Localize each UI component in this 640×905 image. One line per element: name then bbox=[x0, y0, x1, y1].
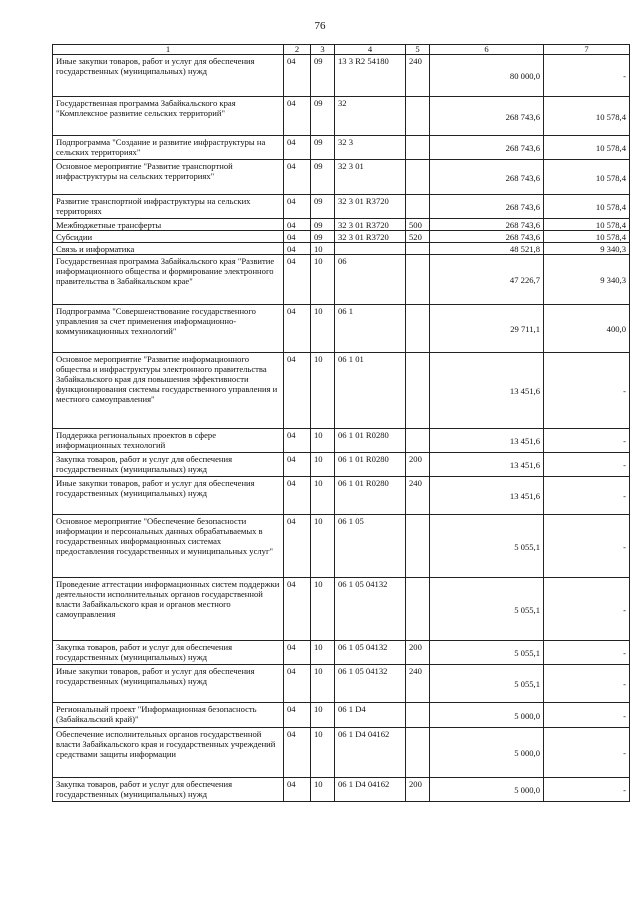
row-amount-total: 268 743,6 bbox=[430, 195, 544, 219]
column-header-6: 6 bbox=[430, 45, 544, 55]
row-target-article: 06 1 01 R0280 bbox=[335, 453, 406, 477]
row-name: Иные закупки товаров, работ и услуг для обеспечения государственных (муниципальных) нужд bbox=[53, 477, 284, 515]
row-expense-type bbox=[406, 515, 430, 578]
row-amount-federal: - bbox=[544, 477, 630, 515]
row-name: Обеспечение исполнительных органов государственной власти Забайкальского края и государственных учреждений средствами защиты информации bbox=[53, 728, 284, 778]
row-subsection: 09 bbox=[311, 195, 335, 219]
row-target-article: 06 1 01 R0280 bbox=[335, 477, 406, 515]
row-amount-total: 29 711,1 bbox=[430, 305, 544, 353]
table-row bbox=[53, 55, 630, 97]
column-header-3: 3 bbox=[311, 45, 335, 55]
row-target-article: 06 1 05 04132 bbox=[335, 665, 406, 703]
row-amount-federal: - bbox=[544, 728, 630, 778]
row-amount-federal: 10 578,4 bbox=[544, 97, 630, 136]
row-section: 04 bbox=[284, 219, 311, 231]
row-section: 04 bbox=[284, 778, 311, 802]
row-expense-type: 500 bbox=[406, 219, 430, 231]
row-section: 04 bbox=[284, 255, 311, 305]
row-target-article: 13 3 R2 54180 bbox=[335, 55, 406, 97]
row-amount-federal: - bbox=[544, 429, 630, 453]
row-name: Государственная программа Забайкальского края "Комплексное развитие сельских территорий" bbox=[53, 97, 284, 136]
table-row bbox=[53, 195, 630, 219]
row-subsection: 09 bbox=[311, 55, 335, 97]
row-amount-total: 5 000,0 bbox=[430, 778, 544, 802]
budget-table-body bbox=[53, 45, 630, 802]
row-name: Поддержка региональных проектов в сфере информационных технологий bbox=[53, 429, 284, 453]
row-target-article: 06 1 05 bbox=[335, 515, 406, 578]
column-header-4: 4 bbox=[335, 45, 406, 55]
row-section: 04 bbox=[284, 136, 311, 160]
row-target-article: 06 bbox=[335, 255, 406, 305]
row-section: 04 bbox=[284, 578, 311, 641]
row-section: 04 bbox=[284, 515, 311, 578]
row-amount-total: 268 743,6 bbox=[430, 136, 544, 160]
table-row bbox=[53, 231, 630, 243]
row-amount-federal: - bbox=[544, 665, 630, 703]
row-section: 04 bbox=[284, 353, 311, 429]
row-subsection: 10 bbox=[311, 641, 335, 665]
column-header-2: 2 bbox=[284, 45, 311, 55]
row-section: 04 bbox=[284, 55, 311, 97]
table-row bbox=[53, 578, 630, 641]
row-expense-type bbox=[406, 429, 430, 453]
row-expense-type: 200 bbox=[406, 778, 430, 802]
row-name: Закупка товаров, работ и услуг для обеспечения государственных (муниципальных) нужд bbox=[53, 641, 284, 665]
row-section: 04 bbox=[284, 429, 311, 453]
row-amount-total: 268 743,6 bbox=[430, 219, 544, 231]
row-subsection: 09 bbox=[311, 231, 335, 243]
row-target-article: 32 bbox=[335, 97, 406, 136]
row-section: 04 bbox=[284, 703, 311, 728]
table-row bbox=[53, 429, 630, 453]
row-expense-type: 240 bbox=[406, 55, 430, 97]
row-amount-total: 13 451,6 bbox=[430, 353, 544, 429]
table-row bbox=[53, 243, 630, 255]
row-expense-type: 200 bbox=[406, 453, 430, 477]
row-amount-federal: 9 340,3 bbox=[544, 255, 630, 305]
row-amount-federal: 400,0 bbox=[544, 305, 630, 353]
table-row bbox=[53, 219, 630, 231]
row-expense-type bbox=[406, 703, 430, 728]
row-subsection: 10 bbox=[311, 353, 335, 429]
row-subsection: 10 bbox=[311, 429, 335, 453]
budget-table bbox=[52, 44, 630, 802]
row-name: Подпрограмма "Создание и развитие инфраструктуры на сельских территориях" bbox=[53, 136, 284, 160]
row-section: 04 bbox=[284, 97, 311, 136]
row-amount-federal: 10 578,4 bbox=[544, 231, 630, 243]
row-subsection: 10 bbox=[311, 665, 335, 703]
row-name: Закупка товаров, работ и услуг для обеспечения государственных (муниципальных) нужд bbox=[53, 453, 284, 477]
row-target-article: 06 1 01 R0280 bbox=[335, 429, 406, 453]
row-subsection: 10 bbox=[311, 578, 335, 641]
table-row bbox=[53, 255, 630, 305]
row-amount-total: 13 451,6 bbox=[430, 429, 544, 453]
row-name: Иные закупки товаров, работ и услуг для обеспечения государственных (муниципальных) нужд bbox=[53, 55, 284, 97]
table-row bbox=[53, 160, 630, 195]
table-row bbox=[53, 353, 630, 429]
row-target-article: 32 3 01 bbox=[335, 160, 406, 195]
row-name: Межбюджетные трансферты bbox=[53, 219, 284, 231]
row-amount-total: 13 451,6 bbox=[430, 477, 544, 515]
row-amount-federal: - bbox=[544, 453, 630, 477]
row-amount-total: 80 000,0 bbox=[430, 55, 544, 97]
row-amount-total: 5 055,1 bbox=[430, 665, 544, 703]
row-amount-total: 13 451,6 bbox=[430, 453, 544, 477]
row-amount-total: 5 055,1 bbox=[430, 578, 544, 641]
table-row bbox=[53, 641, 630, 665]
row-name: Региональный проект "Информационная безопасность (Забайкальский край)" bbox=[53, 703, 284, 728]
row-expense-type bbox=[406, 243, 430, 255]
row-section: 04 bbox=[284, 231, 311, 243]
row-target-article: 32 3 bbox=[335, 136, 406, 160]
table-row bbox=[53, 515, 630, 578]
row-section: 04 bbox=[284, 160, 311, 195]
row-target-article bbox=[335, 243, 406, 255]
column-header-1: 1 bbox=[53, 45, 284, 55]
row-subsection: 10 bbox=[311, 305, 335, 353]
row-target-article: 32 3 01 R3720 bbox=[335, 219, 406, 231]
row-amount-federal: 10 578,4 bbox=[544, 160, 630, 195]
row-section: 04 bbox=[284, 195, 311, 219]
row-name: Подпрограмма "Совершенствование государственного управления за счет применения информационно-коммуникационных технологий" bbox=[53, 305, 284, 353]
row-name: Основное мероприятие "Развитие информационного общества и инфраструктуры электронного правительства Забайкальского края для повышения эффективности функционирования системы государственного управления и местного самоуправления" bbox=[53, 353, 284, 429]
row-section: 04 bbox=[284, 665, 311, 703]
row-amount-federal: - bbox=[544, 778, 630, 802]
row-subsection: 10 bbox=[311, 515, 335, 578]
row-subsection: 10 bbox=[311, 255, 335, 305]
row-name: Иные закупки товаров, работ и услуг для обеспечения государственных (муниципальных) нужд bbox=[53, 665, 284, 703]
row-amount-federal: - bbox=[544, 515, 630, 578]
row-expense-type bbox=[406, 353, 430, 429]
row-expense-type bbox=[406, 728, 430, 778]
row-section: 04 bbox=[284, 305, 311, 353]
row-target-article: 06 1 01 bbox=[335, 353, 406, 429]
row-subsection: 10 bbox=[311, 477, 335, 515]
table-row bbox=[53, 453, 630, 477]
row-target-article: 06 1 bbox=[335, 305, 406, 353]
table-row bbox=[53, 703, 630, 728]
row-subsection: 09 bbox=[311, 160, 335, 195]
row-expense-type bbox=[406, 305, 430, 353]
row-section: 04 bbox=[284, 728, 311, 778]
row-amount-federal: - bbox=[544, 578, 630, 641]
row-subsection: 09 bbox=[311, 97, 335, 136]
row-expense-type: 240 bbox=[406, 477, 430, 515]
row-subsection: 09 bbox=[311, 219, 335, 231]
row-amount-total: 5 000,0 bbox=[430, 728, 544, 778]
row-subsection: 10 bbox=[311, 453, 335, 477]
table-row bbox=[53, 305, 630, 353]
row-name: Основное мероприятие "Обеспечение безопасности информации и персональных данных обрабатываемых в государственных информационных системах предоставления государственных и муниципальных услуг" bbox=[53, 515, 284, 578]
row-target-article: 06 1 05 04132 bbox=[335, 641, 406, 665]
row-amount-federal: - bbox=[544, 641, 630, 665]
row-name: Развитие транспортной инфраструктуры на сельских территориях bbox=[53, 195, 284, 219]
row-amount-federal: 10 578,4 bbox=[544, 136, 630, 160]
table-row bbox=[53, 728, 630, 778]
column-header-7: 7 bbox=[544, 45, 630, 55]
row-expense-type: 200 bbox=[406, 641, 430, 665]
table-row bbox=[53, 778, 630, 802]
row-expense-type bbox=[406, 97, 430, 136]
row-subsection: 10 bbox=[311, 728, 335, 778]
row-expense-type: 240 bbox=[406, 665, 430, 703]
table-row bbox=[53, 136, 630, 160]
column-header-5: 5 bbox=[406, 45, 430, 55]
row-amount-total: 5 055,1 bbox=[430, 515, 544, 578]
row-name: Субсидии bbox=[53, 231, 284, 243]
row-section: 04 bbox=[284, 477, 311, 515]
row-amount-federal: 10 578,4 bbox=[544, 219, 630, 231]
row-name: Проведение аттестации информационных систем поддержки деятельности исполнительных органов государственной власти Забайкальского края и органов местного самоуправления bbox=[53, 578, 284, 641]
row-section: 04 bbox=[284, 641, 311, 665]
row-amount-total: 268 743,6 bbox=[430, 231, 544, 243]
row-target-article: 32 3 01 R3720 bbox=[335, 231, 406, 243]
table-row bbox=[53, 665, 630, 703]
row-name: Основное мероприятие "Развитие транспортной инфраструктуры на сельских территориях" bbox=[53, 160, 284, 195]
row-subsection: 10 bbox=[311, 703, 335, 728]
table-row bbox=[53, 97, 630, 136]
row-amount-federal: 10 578,4 bbox=[544, 195, 630, 219]
row-amount-total: 48 521,8 bbox=[430, 243, 544, 255]
row-name: Государственная программа Забайкальского края "Развитие информационного общества и формирование электронного правительства в Забайкальском крае" bbox=[53, 255, 284, 305]
row-expense-type bbox=[406, 578, 430, 641]
row-target-article: 06 1 D4 bbox=[335, 703, 406, 728]
row-section: 04 bbox=[284, 243, 311, 255]
row-expense-type bbox=[406, 160, 430, 195]
row-amount-federal: - bbox=[544, 353, 630, 429]
row-amount-total: 268 743,6 bbox=[430, 97, 544, 136]
column-number-row bbox=[53, 45, 630, 55]
row-expense-type: 520 bbox=[406, 231, 430, 243]
row-amount-federal: 9 340,3 bbox=[544, 243, 630, 255]
page-number: 76 bbox=[314, 20, 326, 32]
row-name: Закупка товаров, работ и услуг для обеспечения государственных (муниципальных) нужд bbox=[53, 778, 284, 802]
row-expense-type bbox=[406, 195, 430, 219]
row-subsection: 09 bbox=[311, 136, 335, 160]
table-row bbox=[53, 477, 630, 515]
row-amount-total: 268 743,6 bbox=[430, 160, 544, 195]
row-subsection: 10 bbox=[311, 243, 335, 255]
row-expense-type bbox=[406, 255, 430, 305]
row-target-article: 32 3 01 R3720 bbox=[335, 195, 406, 219]
row-target-article: 06 1 D4 04162 bbox=[335, 778, 406, 802]
row-target-article: 06 1 05 04132 bbox=[335, 578, 406, 641]
row-amount-total: 47 226,7 bbox=[430, 255, 544, 305]
row-target-article: 06 1 D4 04162 bbox=[335, 728, 406, 778]
row-amount-total: 5 000,0 bbox=[430, 703, 544, 728]
row-amount-federal: - bbox=[544, 703, 630, 728]
row-section: 04 bbox=[284, 453, 311, 477]
row-subsection: 10 bbox=[311, 778, 335, 802]
row-expense-type bbox=[406, 136, 430, 160]
row-amount-total: 5 055,1 bbox=[430, 641, 544, 665]
row-amount-federal: - bbox=[544, 55, 630, 97]
row-name: Связь и информатика bbox=[53, 243, 284, 255]
